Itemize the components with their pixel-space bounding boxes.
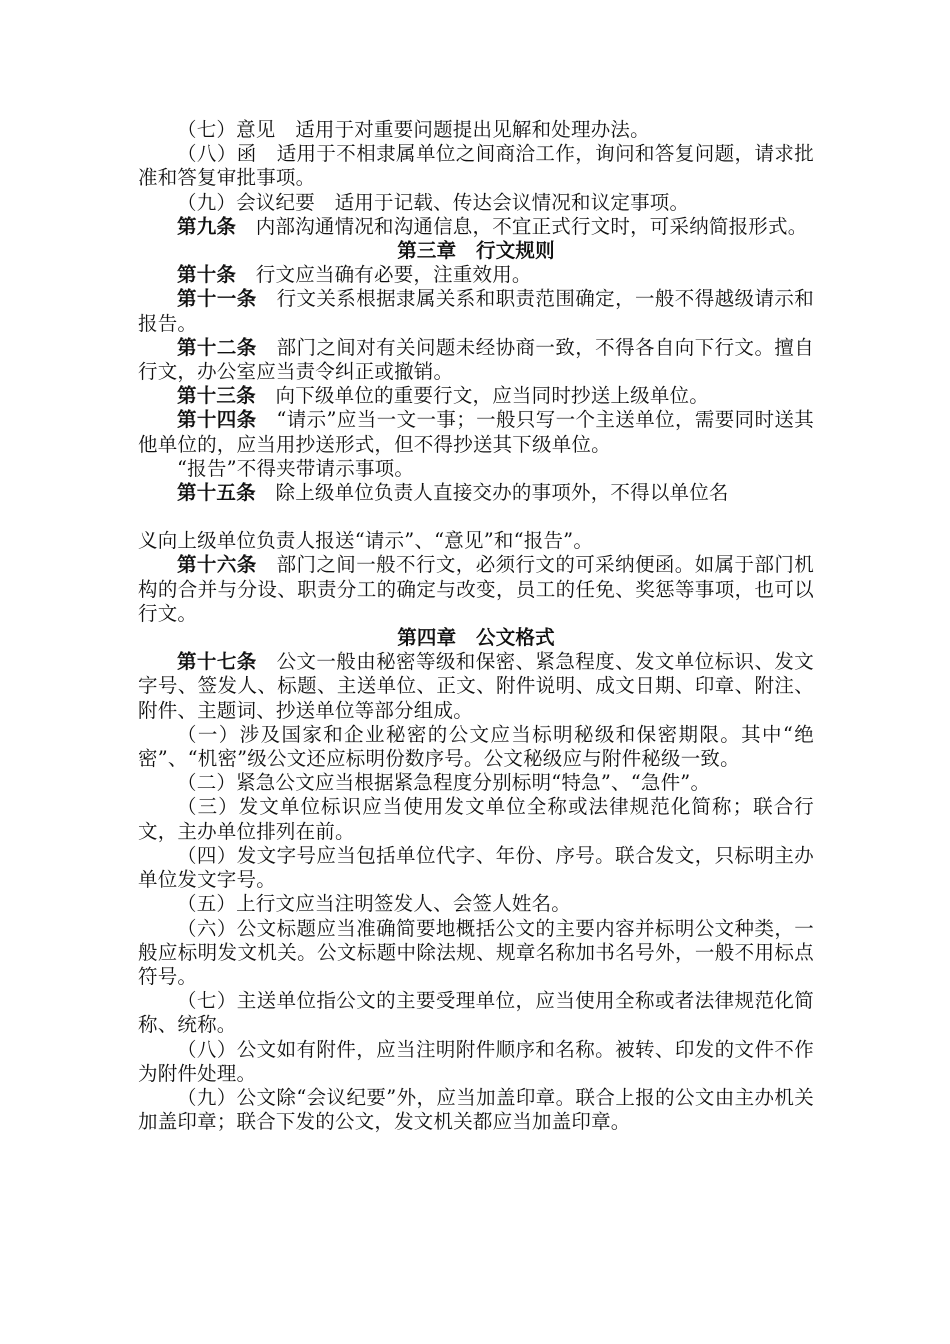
page-gap	[138, 505, 814, 529]
format-item-4: （四）发文字号应当包括单位代字、年份、序号。联合发文，只标明主办单位发文字号。	[138, 843, 814, 892]
article-13: 第十三条 向下级单位的重要行文，应当同时抄送上级单位。	[177, 384, 709, 408]
article-number: 第十七条	[177, 650, 257, 674]
paragraph-item-7-opinion: （七）意见 适用于对重要问题提出见解和处理办法。	[177, 118, 650, 141]
format-item-1: （一）涉及国家和企业秘密的公文应当标明秘级和保密期限。其中“绝密”、“机密”级公文还应标明份数序号。公文秘级应与附件秘级一致。	[138, 722, 814, 771]
article-number: 第十六条	[177, 553, 257, 577]
article-14: 第十四条 “请示”应当一文一事；一般只写一个主送单位，需要同时送其他单位的，应当用抄送形式，但不得抄送其下级单位。	[138, 408, 814, 456]
format-item-6: （六）公文标题应当准确简要地概括公文的主要内容并标明公文种类，一般应标明发文机关。公文标题中除法规、规章名称加书名号外，一般不用标点符号。	[138, 916, 814, 988]
paragraph-item-9-minutes: （九）会议纪要 适用于记载、传达会议情况和议定事项。	[177, 190, 690, 214]
format-item-9: （九）公文除“会议纪要”外，应当加盖印章。联合上报的公文由主办机关加盖印章；联合下发的公文，发文机关都应当加盖印章。	[138, 1085, 814, 1134]
article-number: 第九条	[177, 214, 237, 238]
article-number: 第十二条	[177, 335, 257, 359]
format-item-8: （八）公文如有附件，应当注明附件顺序和名称。被转、印发的文件不作为附件处理。	[138, 1037, 814, 1085]
article-16: 第十六条 部门之间一般不行文，必须行文的可采纳便函。如属于部门机构的合并与分设、职责分工的确定与改变，员工的任免、奖惩等事项，也可以行文。	[138, 553, 814, 625]
format-item-2: （二）紧急公文应当根据紧急程度分别标明“特急”、“急件”。	[177, 771, 711, 795]
format-item-5: （五）上行文应当注明签发人、会签人姓名。	[177, 892, 572, 916]
article-number: 第十条	[177, 263, 237, 287]
article-11: 第十一条 行文关系根据隶属关系和职责范围确定，一般不得越级请示和报告。	[138, 287, 814, 335]
article-12: 第十二条 部门之间对有关问题未经协商一致，不得各自向下行文。擅自行文，办公室应当责令纠正或撤销。	[138, 335, 814, 384]
format-item-3: （三）发文单位标识应当使用发文单位全称或法律规范化简称；联合行文，主办单位排列在前。	[138, 795, 814, 843]
document-body	[138, 118, 814, 1134]
format-item-7: （七）主送单位指公文的主要受理单位，应当使用全称或者法律规范化简称、统称。	[138, 989, 814, 1037]
chapter-3-heading: 第三章 行文规则	[397, 239, 555, 263]
article-10: 第十条 行文应当确有必要，注重效用。	[177, 263, 532, 287]
article-15: 第十五条 除上级单位负责人直接交办的事项外，不得以单位名	[177, 481, 729, 505]
article-number: 第十一条	[177, 287, 257, 311]
article-14-report-note: “报告”不得夹带请示事项。	[177, 456, 415, 480]
article-number: 第十五条	[177, 481, 256, 505]
article-9: 第九条 内部沟通情况和沟通信息，不宜正式行文时，可采纳简报形式。	[177, 214, 808, 238]
article-number: 第十四条	[177, 408, 257, 432]
paragraph-item-8-letter: （八）函 适用于不相隶属单位之间商洽工作，询问和答复问题，请求批准和答复审批事项。	[138, 142, 814, 190]
chapter-4-heading: 第四章 公文格式	[397, 626, 555, 650]
article-17: 第十七条 公文一般由秘密等级和保密、紧急程度、发文单位标识、发文字号、签发人、标题、主送单位、正文、附件说明、成文日期、印章、附注、附件、主题词、抄送单位等部分组成。	[138, 650, 814, 722]
article-number: 第十三条	[177, 384, 256, 408]
article-15-continued: 义向上级单位负责人报送“请示”、“意见”和“报告”。	[138, 529, 594, 553]
